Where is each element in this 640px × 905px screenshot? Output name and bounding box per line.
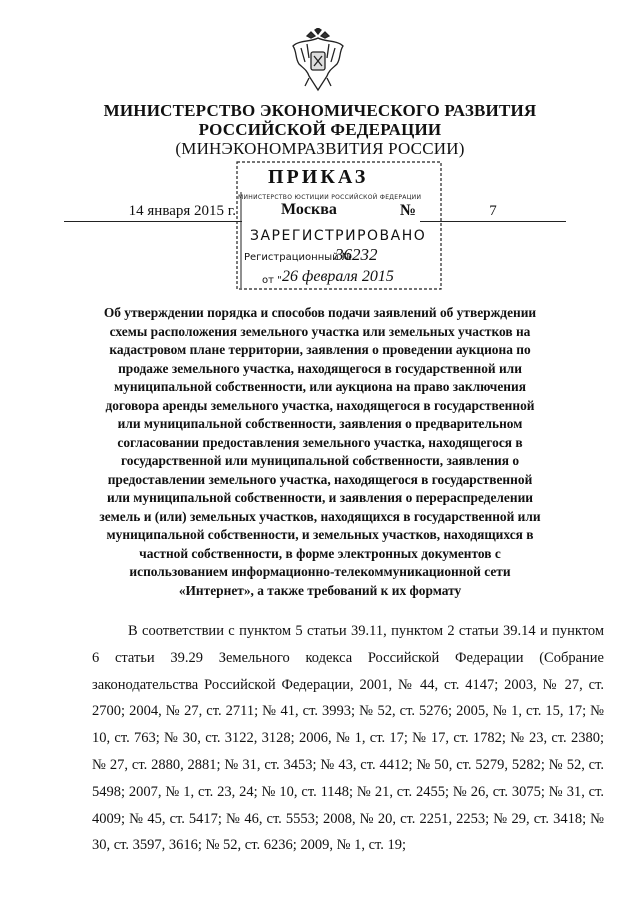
order-city: Москва bbox=[281, 201, 337, 218]
order-number: 7 bbox=[420, 203, 566, 222]
order-body-paragraph: В соответствии с пунктом 5 статьи 39.11, пунктом 2 статьи 39.14 и пунктом 6 статьи 39.29 Земельного кодекса Российской Федерации (Собрание законодательства Российской Федерации, 2001, № 44, ст. 4147; 2003, № 27, ст. 2700; 2004, № 27, ст. 2711; № 41, ст. 3993; № 52, ст. 5276; 2005, № 1, ст. 15, 17; № 10, ст. 763; № 30, ст. 3122, 3128; 2006, № 1, ст. 17; № 17, ст. 1782; № 23, ст. 2380; № 27, ст. 2880, 2881; № 31, ст. 3453; № 43, ст. 4412; № 50, ст. 5279, 5282; № 52, ст. 5498; 2007, № 1, ст. 23, 24; № 10, ст. 1148; № 21, ст. 2455; № 26, ст. 3075; № 31, ст. 4009; № 45, ст. 5417; № 46, ст. 5553; 2008, № 20, ст. 2251, 2253; № 29, ст. 3418; № 30, ст. 3597, 3616; № 52, ст. 6236; 2009, № 1, ст. 19; bbox=[92, 623, 604, 854]
stamp-date-label: от " bbox=[262, 275, 282, 286]
order-date: 14 января 2015 г. bbox=[64, 203, 242, 222]
order-number-sign: № bbox=[400, 202, 417, 219]
ministry-abbreviation: (МИНЭКОНОМРАЗВИТИЯ РОССИИ) bbox=[175, 139, 465, 158]
stamp-registration-date: 26 февраля 2015 bbox=[282, 268, 394, 285]
order-title: Об утверждении порядка и способов подачи заявлений об утверждении схемы расположения земельного участка или земельных участков на кадастровом плане территории, заявления о проведении аукциона по продаже земельного участка, находящегося в государственной или муниципальной собственности, или аукциона на право заключения договора аренды земельного участка, находящегося в государственной или муниципальной собственности, заявления о предварительном согласовании предоставления земельного участка, находящегося в государственной или муниципальной собственности, заявления о предоставлении земельного участка, находящегося в государственной или муниципальной собственности, и заявления о перераспределении земель и (или) земельных участков, находящихся в государственной или муниципальной собственности, и земельных участков, находящихся в частной собственности, в форме электронных документов с использованием информационно-телекоммуникационной сети «Интернет», а также требований к их формату bbox=[99, 305, 541, 598]
stamp-ministry-text: МИНИСТЕРСТВО ЮСТИЦИИ РОССИЙСКОЙ ФЕДЕРАЦИИ bbox=[238, 194, 422, 201]
stamp-registration-number: 36232 bbox=[335, 245, 378, 264]
document-type-heading: ПРИКАЗ bbox=[268, 166, 369, 188]
stamp-registration-number-label: Регистрационный № bbox=[244, 252, 353, 263]
stamp-registered-text: ЗАРЕГИСТРИРОВАНО bbox=[250, 228, 427, 244]
coat-of-arms-icon bbox=[289, 28, 347, 94]
ministry-name-line-2: РОССИЙСКОЙ ФЕДЕРАЦИИ bbox=[198, 120, 442, 139]
ministry-name-line-1: МИНИСТЕРСТВО ЭКОНОМИЧЕСКОГО РАЗВИТИЯ bbox=[103, 101, 537, 120]
